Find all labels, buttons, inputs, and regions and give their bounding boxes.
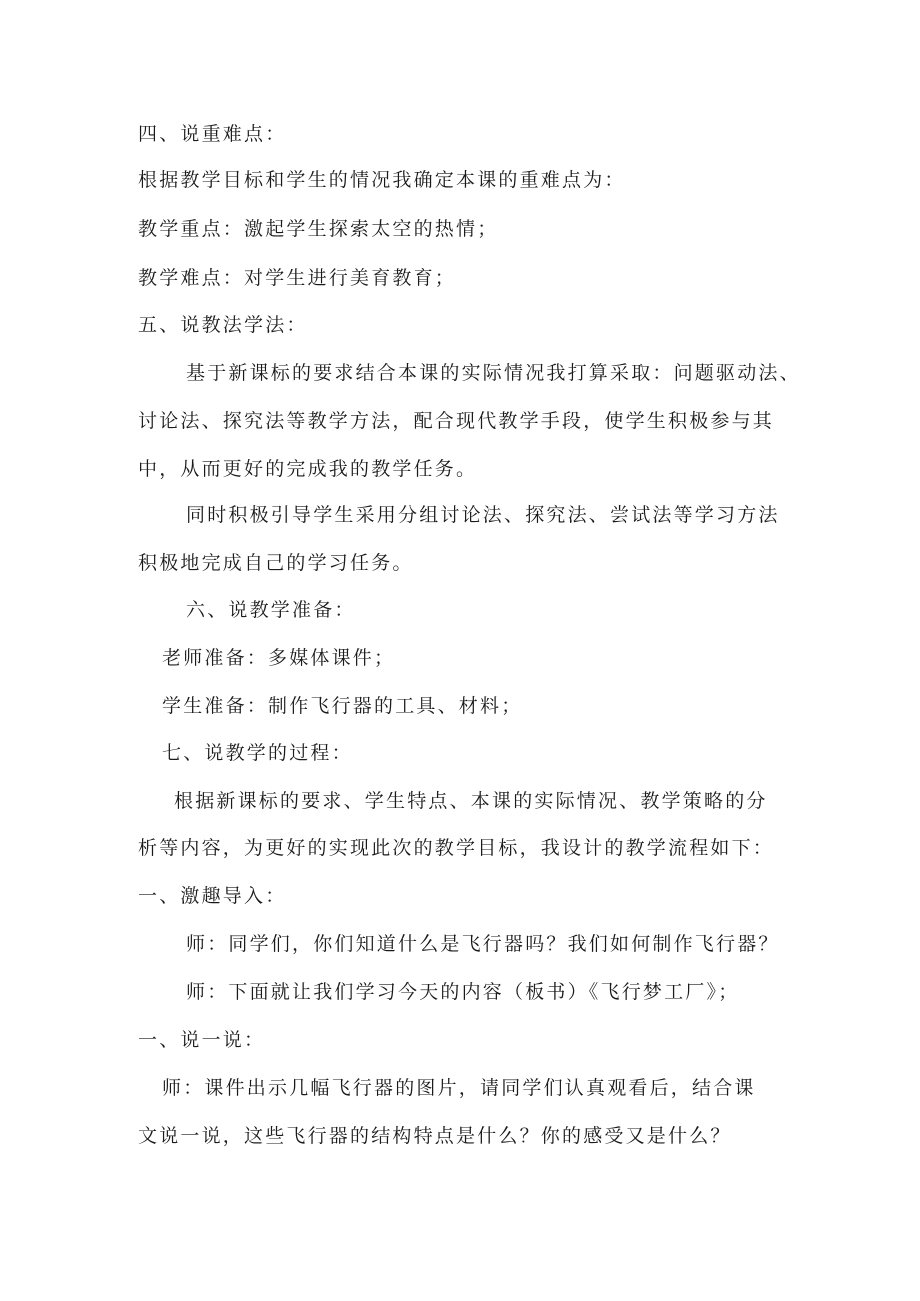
paragraph-line: 析等内容，为更好的实现此次的教学目标，我设计的教学流程如下： xyxy=(138,837,775,859)
paragraph-line: 老师准备：多媒体课件； xyxy=(162,647,396,669)
paragraph-line: 基于新课标的要求结合本课的实际情况我打算采取：问题驱动法、 xyxy=(186,362,801,384)
section-heading-process: 七、说教学的过程： xyxy=(162,742,353,764)
paragraph-line: 师：课件出示几幅飞行器的图片，请同学们认真观看后，结合课 xyxy=(162,1077,756,1099)
paragraph-line: 根据教学目标和学生的情况我确定本课的重难点为： xyxy=(138,169,626,191)
paragraph-line: 同时积极引导学生采用分组讨论法、探究法、尝试法等学习方法 xyxy=(186,504,780,526)
paragraph-line: 教学难点：对学生进行美育教育； xyxy=(138,267,457,289)
paragraph-line: 学生准备：制作飞行器的工具、材料； xyxy=(162,695,523,717)
paragraph-line: 教学重点：激起学生探索太空的热情； xyxy=(138,218,499,240)
paragraph-line: 讨论法、探究法等教学方法，配合现代教学手段，使学生积极参与其 xyxy=(138,410,775,432)
section-heading-discuss: 一、说一说： xyxy=(138,1029,266,1051)
section-heading-intro: 一、激趣导入： xyxy=(138,885,287,907)
section-heading-key-points: 四、说重难点： xyxy=(138,123,287,145)
paragraph-line: 根据新课标的要求、学生特点、本课的实际情况、教学策略的分 xyxy=(174,790,768,812)
paragraph-line: 师：下面就让我们学习今天的内容（板书）《飞行梦工厂》； xyxy=(186,981,740,1003)
paragraph-line: 师：同学们，你们知道什么是飞行器吗？我们如何制作飞行器？ xyxy=(186,933,780,955)
section-heading-methods: 五、说教法学法： xyxy=(138,314,308,336)
section-heading-preparation: 六、说教学准备： xyxy=(186,599,356,621)
paragraph-line: 积极地完成自己的学习任务。 xyxy=(138,552,414,574)
paragraph-line: 文说一说，这些飞行器的结构特点是什么？你的感受又是什么？ xyxy=(138,1125,732,1147)
paragraph-line: 中，从而更好的完成我的教学任务。 xyxy=(138,458,478,480)
